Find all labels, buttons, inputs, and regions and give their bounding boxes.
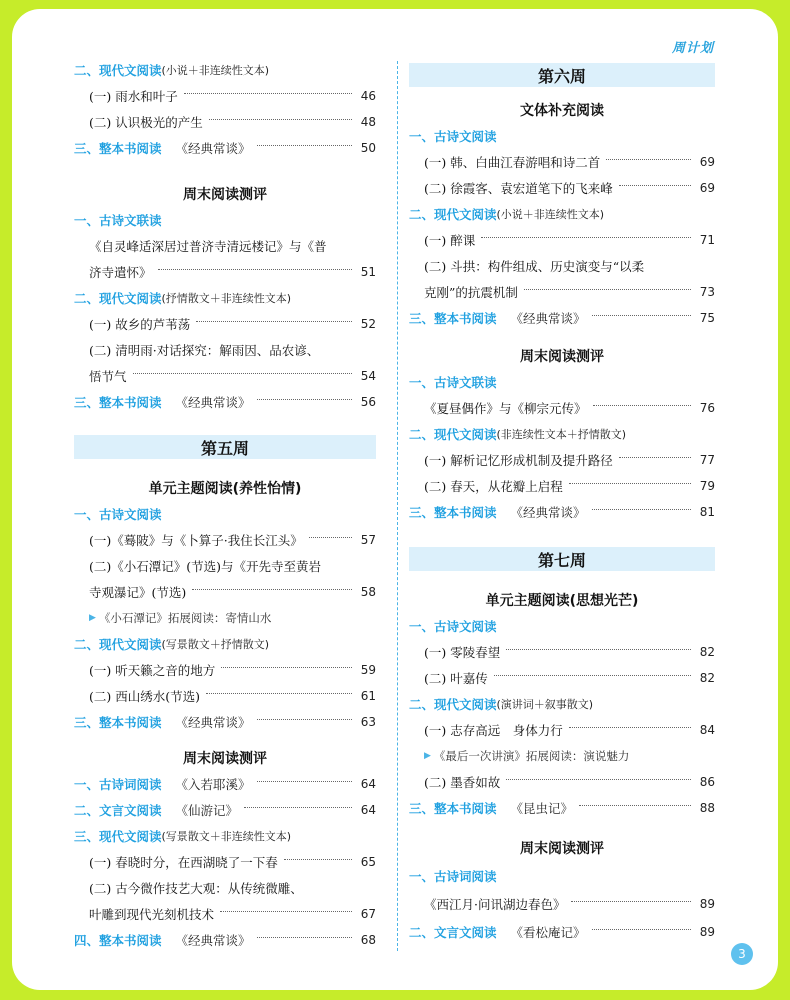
toc-item[interactable]: (二)《小石潭记》(节选)与《开先寺至黄岩	[89, 559, 322, 574]
toc-item[interactable]: (二) 徐霞客、袁宏道笔下的飞来峰 69	[424, 181, 715, 196]
section-title: 周末阅读测评	[520, 841, 604, 857]
column-divider	[397, 61, 398, 951]
leader-dots	[606, 159, 691, 160]
toc-section: 一、古诗文联读	[409, 375, 497, 390]
leader-dots	[244, 807, 352, 808]
section-title: 文体补充阅读	[520, 103, 604, 119]
leader-dots	[257, 145, 352, 146]
leader-dots	[569, 483, 691, 484]
leader-dots	[220, 911, 352, 912]
toc-item[interactable]: (一) 雨水和叶子 46	[89, 89, 376, 104]
toc-item[interactable]: (一) 志存高远 身体力行 84	[424, 723, 715, 738]
toc-item[interactable]: (二) 叶嘉传 82	[424, 671, 715, 686]
extension-note[interactable]: ▶ 《最后一次讲演》拓展阅读：演说魅力	[424, 749, 630, 763]
leader-dots	[196, 321, 352, 322]
toc-section: 三、现代文阅读 (写景散文＋非连续性文本)	[74, 829, 292, 844]
toc-item[interactable]: (一) 听天籁之音的地方 59	[89, 663, 376, 678]
toc-item[interactable]: 二、文言文阅读 《看松庵记》 89	[409, 925, 715, 940]
leader-dots	[284, 859, 352, 860]
toc-item[interactable]: (二) 清明雨·对话探究：解雨因、品农谚、	[89, 343, 320, 358]
toc-item[interactable]: 三、整本书阅读 《经典常谈》 81	[409, 505, 715, 520]
leader-dots	[257, 937, 352, 938]
toc-section: 二、现代文阅读 (写景散文＋抒情散文)	[74, 637, 270, 652]
leader-dots	[592, 929, 691, 930]
toc-item[interactable]: 《夏昼偶作》与《柳宗元传》 76	[424, 401, 715, 416]
leader-dots	[569, 727, 691, 728]
toc-item[interactable]: 《西江月·问讯湖边春色》 89	[424, 897, 715, 912]
leader-dots	[592, 315, 691, 316]
leader-dots	[592, 509, 691, 510]
toc-item[interactable]: (一) 春晓时分，在西湖晓了一下春 65	[89, 855, 376, 870]
leader-dots	[206, 693, 352, 694]
week-heading: 第六周	[409, 63, 715, 87]
triangle-icon: ▶	[424, 751, 431, 761]
leader-dots	[619, 457, 691, 458]
toc-item[interactable]: (二) 斗拱：构件组成、历史演变与“以柔	[424, 259, 645, 274]
leader-dots	[571, 901, 691, 902]
leader-dots	[158, 269, 352, 270]
leader-dots	[221, 667, 352, 668]
toc-item[interactable]: 三、整本书阅读 《经典常谈》 63	[74, 715, 376, 730]
leader-dots	[133, 373, 352, 374]
leader-dots	[506, 779, 691, 780]
toc-item[interactable]: 三、整本书阅读 《经典常谈》 75	[409, 311, 715, 326]
toc-section: 一、古诗文阅读	[409, 619, 497, 634]
toc-section: 一、古诗文联读	[74, 213, 162, 228]
toc-item[interactable]: (二) 墨香如故 86	[424, 775, 715, 790]
leader-dots	[506, 649, 691, 650]
toc-item[interactable]: (一) 韩、白曲江春游唱和诗二首 69	[424, 155, 715, 170]
toc-item[interactable]: (二) 认识极光的产生 48	[89, 115, 376, 130]
toc-section: 二、现代文阅读 (抒情散文＋非连续性文本)	[74, 291, 292, 306]
section-title: 单元主题阅读(思想光芒)	[485, 593, 639, 609]
week-heading: 第五周	[74, 435, 376, 459]
toc-item[interactable]: 一、古诗词阅读 《入若耶溪》 64	[74, 777, 376, 792]
toc-section: 一、古诗词阅读	[409, 869, 497, 884]
toc-item[interactable]: 三、整本书阅读 《昆虫记》 88	[409, 801, 715, 816]
toc-item-continued[interactable]: 悟节气 54	[89, 369, 376, 384]
leader-dots	[309, 537, 352, 538]
weekly-plan-header: 周计划	[671, 41, 714, 56]
toc-section: 一、古诗文阅读	[409, 129, 497, 144]
toc-section: 二、现代文阅读 (非连续性文本＋抒情散文)	[409, 427, 627, 442]
toc-item[interactable]: (二) 西山绣水(节选) 61	[89, 689, 376, 704]
leader-dots	[184, 93, 352, 94]
leader-dots	[257, 781, 352, 782]
page-number-badge: 3	[731, 943, 753, 965]
leader-dots	[524, 289, 691, 290]
leader-dots	[257, 399, 352, 400]
section-title: 单元主题阅读(养性怡情)	[148, 481, 302, 497]
week-heading: 第七周	[409, 547, 715, 571]
extension-note[interactable]: ▶ 《小石潭记》拓展阅读：寄情山水	[89, 611, 272, 625]
leader-dots	[481, 237, 691, 238]
toc-section: 一、古诗文阅读	[74, 507, 162, 522]
toc-item[interactable]: (一) 故乡的芦苇荡 52	[89, 317, 376, 332]
toc-section: 二、现代文阅读 (演讲词＋叙事散文)	[409, 697, 594, 712]
section-title: 周末阅读测评	[520, 349, 604, 365]
toc-section: 二、现代文阅读 (小说＋非连续性文本)	[409, 207, 605, 222]
toc-item[interactable]: 三、整本书阅读 《经典常谈》 50	[74, 141, 376, 156]
page	[12, 9, 778, 990]
toc-item[interactable]: (二) 春天，从花瓣上启程 79	[424, 479, 715, 494]
toc-item-continued[interactable]: 克刚”的抗震机制 73	[424, 285, 715, 300]
leader-dots	[579, 805, 691, 806]
toc-item[interactable]: 三、整本书阅读 《经典常谈》 56	[74, 395, 376, 410]
triangle-icon: ▶	[89, 613, 96, 623]
section-title: 周末阅读测评	[183, 187, 267, 203]
leader-dots	[209, 119, 352, 120]
toc-item-continued[interactable]: 叶雕到现代光刻机技术 67	[89, 907, 376, 922]
toc-item[interactable]: (二) 古今微作技艺大观：从传统微雕、	[89, 881, 303, 896]
toc-item-continued[interactable]: 济寺遣怀》 51	[89, 265, 376, 280]
toc-item[interactable]: (一) 醉课 71	[424, 233, 715, 248]
leader-dots	[257, 719, 352, 720]
leader-dots	[192, 589, 352, 590]
toc-item[interactable]: (一) 零陵春望 82	[424, 645, 715, 660]
section-title: 周末阅读测评	[183, 751, 267, 767]
toc-item[interactable]: 二、文言文阅读 《仙游记》 64	[74, 803, 376, 818]
toc-item[interactable]: (一) 解析记忆形成机制及提升路径 77	[424, 453, 715, 468]
toc-section: 二、现代文阅读 (小说＋非连续性文本)	[74, 63, 270, 78]
toc-item[interactable]: (一)《蓦陂》与《卜算子·我住长江头》 57	[89, 533, 376, 548]
toc-item-continued[interactable]: 寺观瀑记》(节选) 58	[89, 585, 376, 600]
leader-dots	[593, 405, 691, 406]
leader-dots	[619, 185, 691, 186]
toc-item[interactable]: 四、整本书阅读 《经典常谈》 68	[74, 933, 376, 948]
leader-dots	[494, 675, 691, 676]
toc-item[interactable]: 《自灵峰适深居过普济寺清远楼记》与《普	[89, 239, 327, 254]
